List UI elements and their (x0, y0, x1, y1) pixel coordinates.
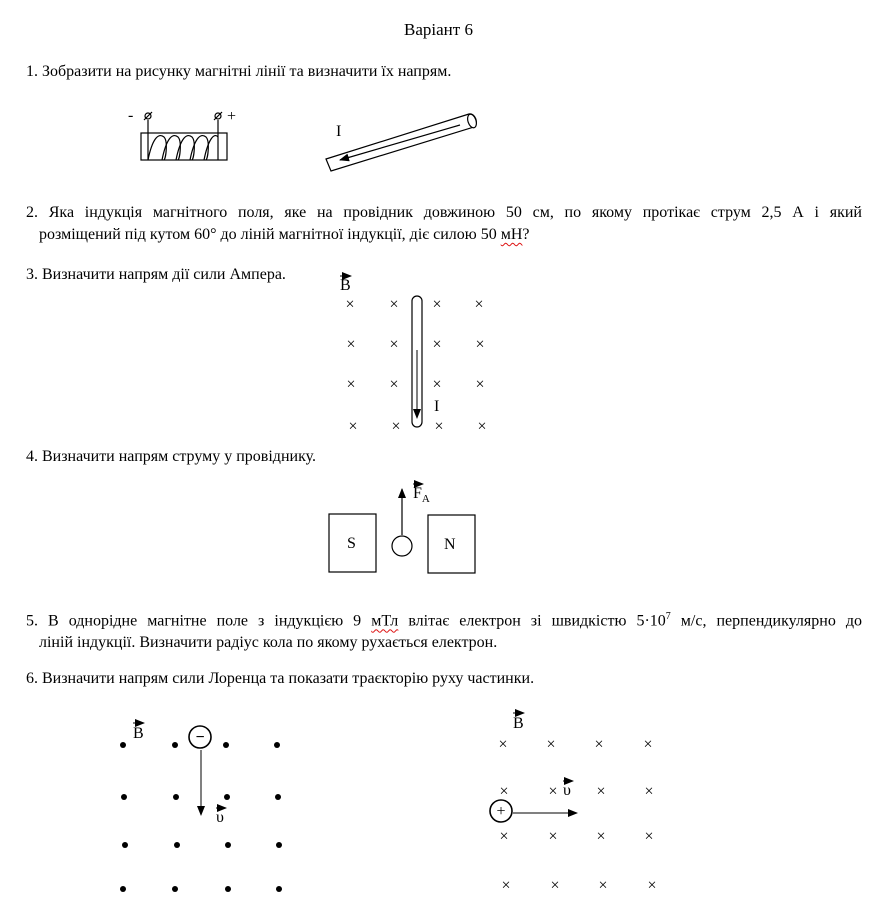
field-cross-mark: × (389, 376, 399, 393)
conductor-current-label: I (336, 123, 342, 140)
field-cross-mark: × (346, 336, 356, 353)
field-dot-mark (223, 742, 229, 748)
field-cross-mark: × (477, 418, 487, 435)
field-cross-mark: × (501, 877, 511, 894)
field-dot-mark (172, 886, 178, 892)
speed-exponent: 7 (665, 611, 671, 622)
solenoid-figure (141, 112, 227, 160)
field-cross-mark: × (348, 418, 358, 435)
pole-n-label: N (444, 536, 456, 553)
terminal-minus: - (128, 107, 134, 124)
field-cross-mark: × (432, 376, 442, 393)
question-3-text: 3. Визначити напрям дії сили Ампера. (26, 266, 286, 283)
field-dot-mark (172, 742, 178, 748)
field-cross-mark: × (643, 736, 653, 753)
coil-loop-1 (148, 136, 166, 160)
field-dot-mark (276, 842, 282, 848)
field-dot-mark (120, 886, 126, 892)
field-dot-mark (121, 794, 127, 800)
field-crosses-into-page-right (498, 736, 656, 894)
field-cross-mark: × (499, 783, 509, 800)
conductor-current-label-q3: I (434, 398, 440, 415)
proton-sign: + (496, 803, 506, 820)
field-cross-mark: × (644, 783, 654, 800)
question-2-line-2: розміщений під кутом 60° до ліній магнітної індукції, діє силою 50 мН? (39, 226, 530, 243)
lorentz-right-figure (490, 713, 657, 894)
pole-s-label: S (347, 535, 356, 552)
field-cross-mark: × (475, 336, 485, 353)
field-cross-mark: × (432, 296, 442, 313)
conductor-cross-section (392, 536, 412, 556)
magnet-figure (329, 484, 475, 573)
field-cross-mark: × (550, 877, 560, 894)
electron-sign: − (195, 729, 205, 746)
terminal-plus: + (227, 108, 237, 125)
coil-loop-5 (204, 136, 218, 160)
field-cross-mark: × (594, 736, 604, 753)
current-direction-arrow (340, 125, 460, 160)
field-cross-mark: × (647, 877, 657, 894)
question-1-text: 1. Зобразити на рисунку магнітні лінії та визначити їх напрям. (26, 63, 452, 80)
field-dot-mark (275, 794, 281, 800)
field-dot-mark (174, 842, 180, 848)
lorentz-left-figure (120, 723, 282, 892)
ampere-figure (340, 276, 487, 435)
velocity-label-right: υ (563, 782, 571, 799)
field-dot-mark (274, 742, 280, 748)
field-cross-mark: × (548, 783, 558, 800)
field-cross-mark: × (596, 828, 606, 845)
field-cross-mark: × (499, 828, 509, 845)
field-dot-mark (224, 794, 230, 800)
question-2-line-1: 2. Яка індукція магнітного поля, яке на провідник довжиною 50 см, по якому протікає струм 2,5 А і який (26, 204, 862, 221)
variant-title: Варіант 6 (404, 20, 473, 39)
field-b-label-q6-left: B (133, 725, 144, 742)
straight-conductor-figure (326, 113, 478, 171)
field-cross-mark: × (434, 418, 444, 435)
field-cross-mark: × (596, 783, 606, 800)
field-dot-mark (173, 794, 179, 800)
field-cross-mark: × (475, 376, 485, 393)
field-cross-mark: × (346, 376, 356, 393)
field-cross-mark: × (474, 296, 484, 313)
question-5-line-1: 5. В однорідне магнітне поле з індукцією 9 мТл влітає електрон зі швидкістю $5\cdot 10^7$ м/с, перпендикулярно до (26, 611, 863, 630)
field-dot-mark (225, 842, 231, 848)
field-cross-mark: × (389, 296, 399, 313)
field-b-label-q3: B (340, 277, 351, 294)
field-cross-mark: × (548, 828, 558, 845)
solenoid-core (141, 133, 227, 160)
field-cross-mark: × (498, 736, 508, 753)
field-dot-mark (225, 886, 231, 892)
field-cross-mark: × (345, 296, 355, 313)
field-cross-mark: × (391, 418, 401, 435)
velocity-label-left: υ (216, 809, 224, 826)
field-b-label-q6-right: B (513, 715, 524, 732)
question-4-text: 4. Визначити напрям струму у провіднику. (26, 448, 317, 465)
question-6-text: 6. Визначити напрям сили Лоренца та показати траєкторію руху частинки. (26, 670, 535, 687)
field-cross-mark: × (644, 828, 654, 845)
field-cross-mark: × (389, 336, 399, 353)
field-dot-mark (122, 842, 128, 848)
field-dot-mark (276, 886, 282, 892)
question-5-line-2: ліній індукції. Визначити радіус кола по якому рухається електрон. (39, 634, 498, 652)
field-dot-mark (120, 742, 126, 748)
field-cross-mark: × (598, 877, 608, 894)
unit-mn: мН (500, 226, 523, 243)
unit-mtl: мТл (371, 612, 399, 630)
field-cross-mark: × (546, 736, 556, 753)
force-label: $F_A$ (413, 485, 430, 505)
field-cross-mark: × (432, 336, 442, 353)
